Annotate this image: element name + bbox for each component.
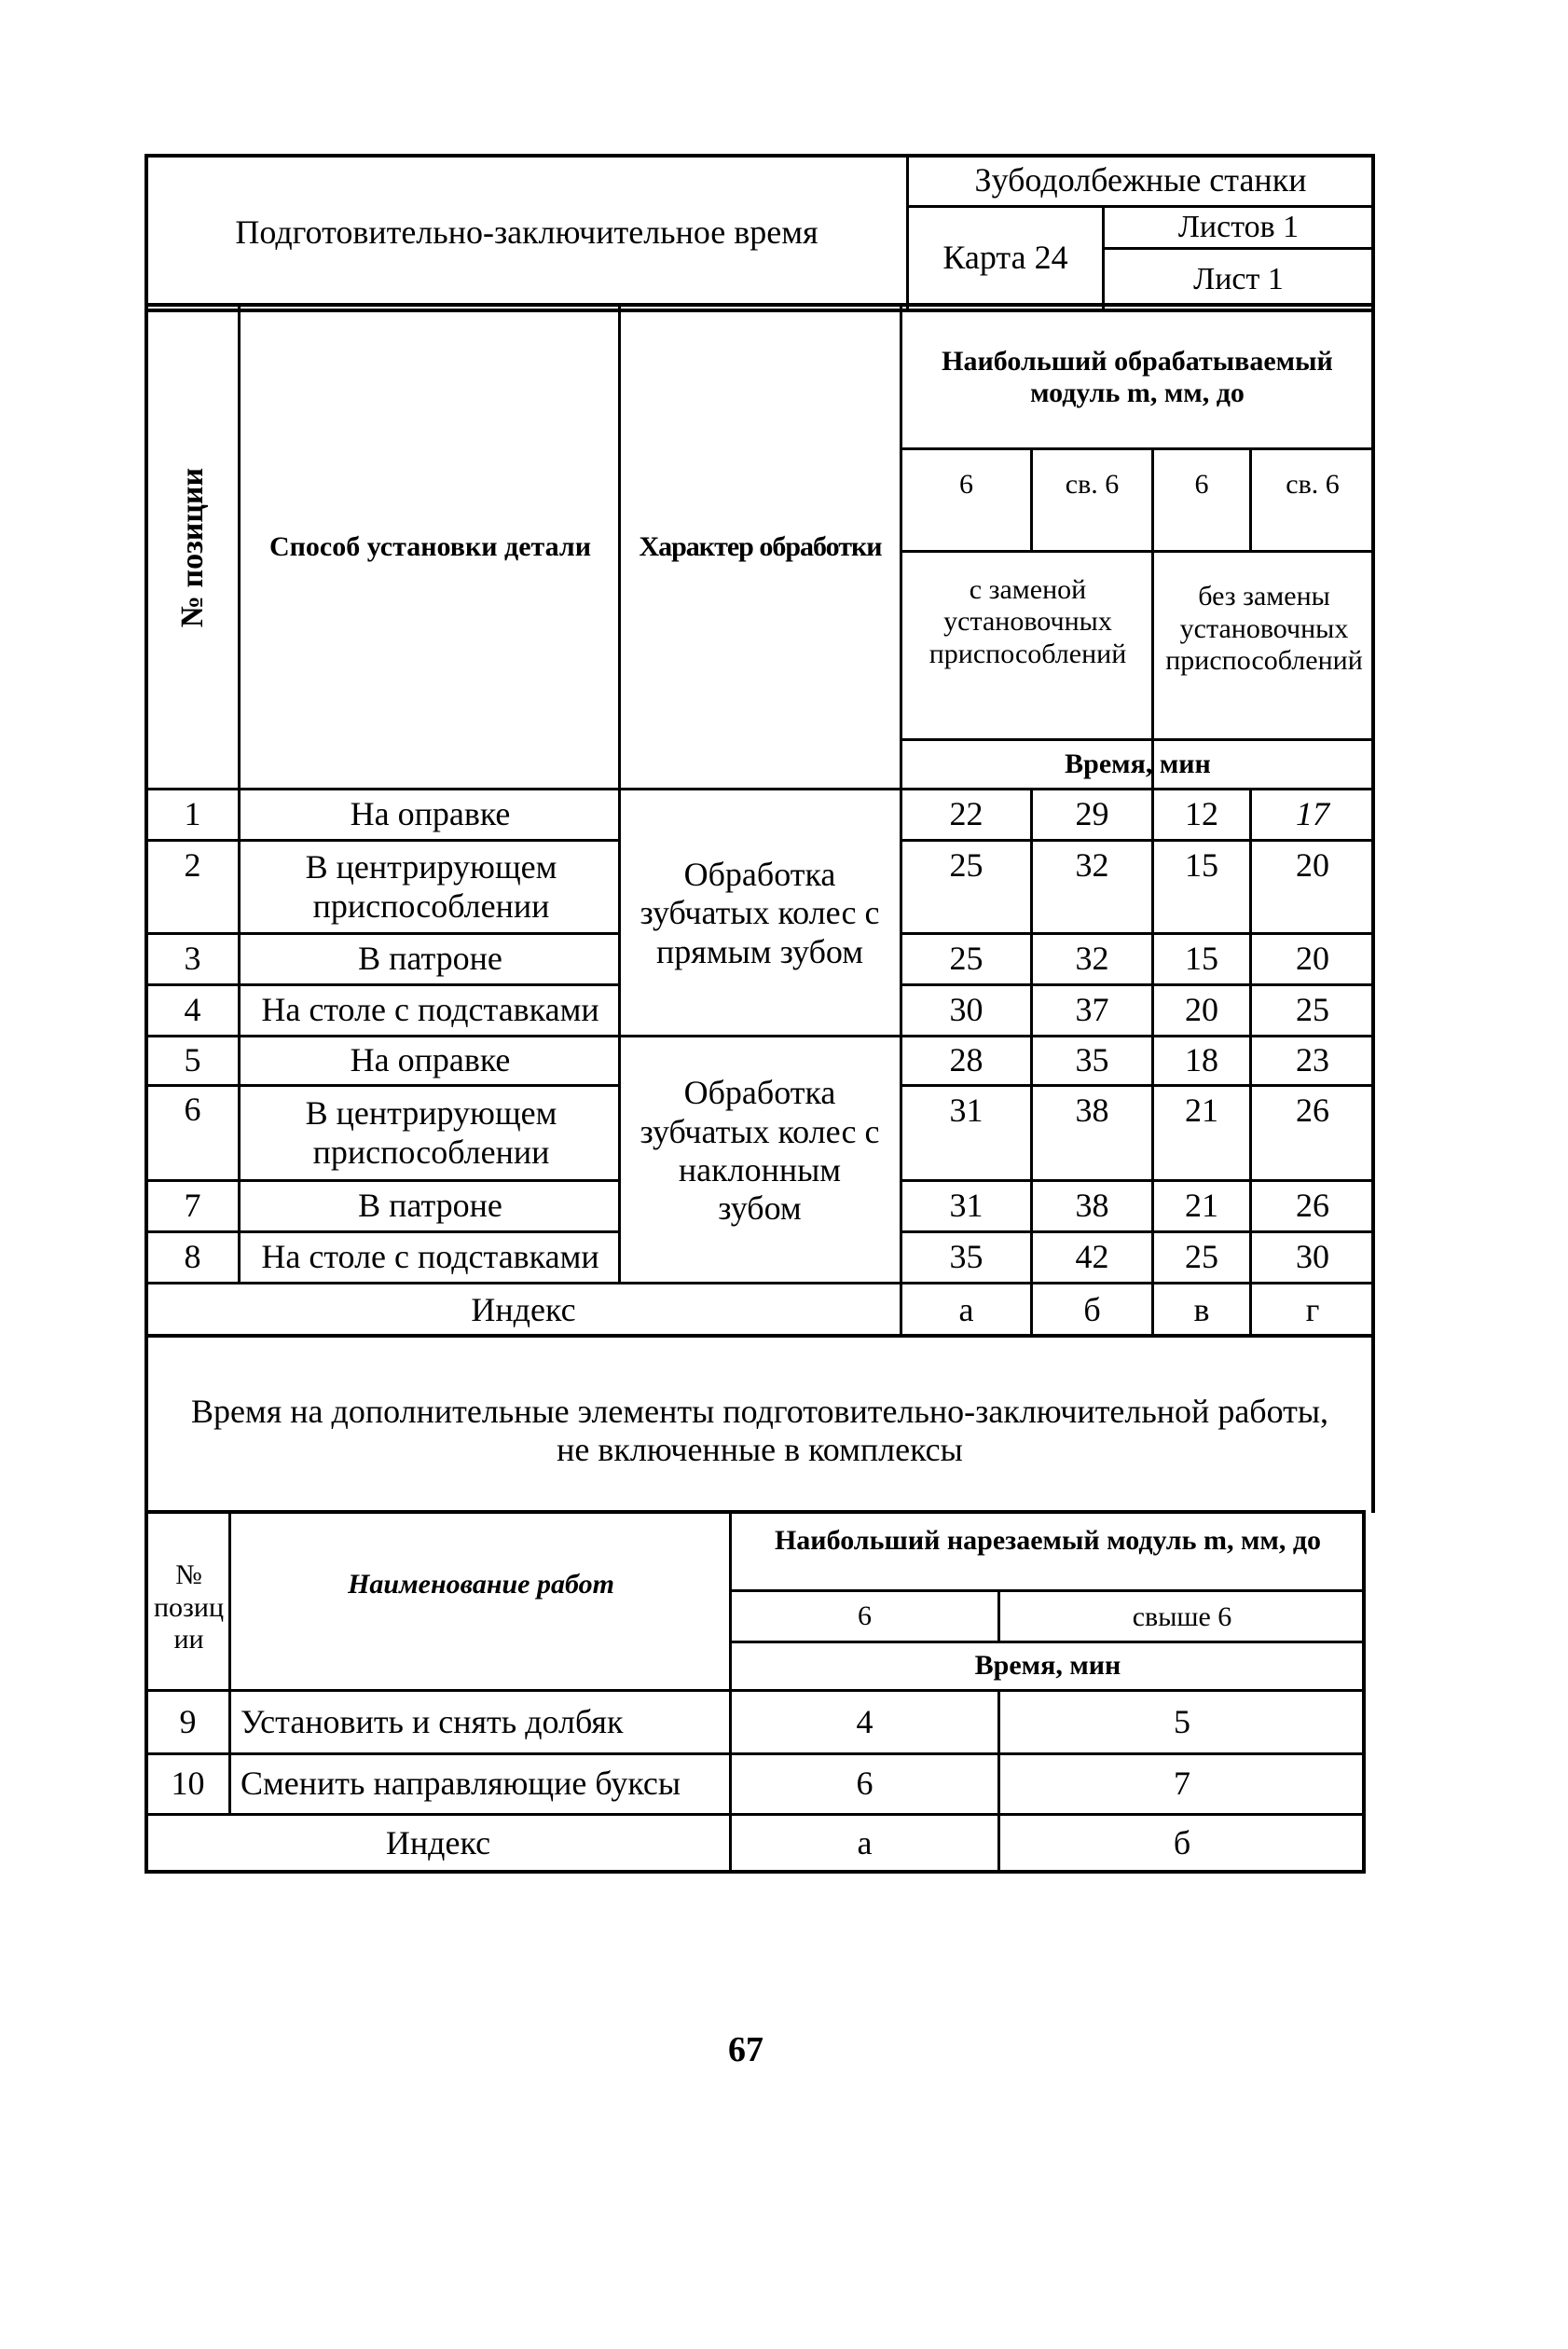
- table2-col-name: Наименование работ: [348, 1568, 614, 1600]
- row-number: 4: [184, 991, 201, 1029]
- value-cell: 32: [1075, 846, 1109, 885]
- sheets-total: Листов 1: [1105, 208, 1372, 250]
- table2-value: 7: [1174, 1765, 1190, 1803]
- value-cell: 15: [1185, 940, 1218, 978]
- method-cell: На столе с подставками: [261, 1238, 599, 1276]
- method-cell: На столе с подставками: [261, 991, 599, 1029]
- sub-col-3: 6: [1194, 469, 1209, 501]
- method-cell: В центрирующем приспособлении: [305, 848, 557, 925]
- page-number: 67: [728, 2030, 763, 2070]
- value-cell: 26: [1296, 1187, 1329, 1225]
- value-cell: 35: [1075, 1041, 1109, 1079]
- value-cell: 28: [949, 1041, 983, 1079]
- value-cell: 18: [1185, 1041, 1218, 1079]
- value-cell: 25: [949, 846, 983, 885]
- value-cell: 35: [949, 1238, 983, 1276]
- table2-col-position: № позиции: [153, 1559, 224, 1655]
- row-number: 3: [184, 940, 201, 978]
- value-cell: 15: [1185, 846, 1218, 885]
- method-cell: В патроне: [358, 940, 502, 978]
- value-cell: 30: [1296, 1238, 1329, 1276]
- table2-row-number: 9: [179, 1702, 197, 1740]
- table1-vline: [238, 303, 241, 1282]
- value-cell: 25: [949, 940, 983, 978]
- header-title: Подготовительно-заключительное время: [235, 213, 818, 252]
- index-value: в: [1193, 1290, 1210, 1328]
- table2-index-value: б: [1173, 1824, 1191, 1862]
- row-number: 2: [184, 846, 201, 885]
- machine-type: Зубодолбежные станки: [909, 157, 1372, 208]
- value-cell: 38: [1075, 1092, 1109, 1130]
- table2-vline: [228, 1510, 231, 1813]
- value-cell: 20: [1296, 846, 1329, 885]
- value-cell: 32: [1075, 940, 1109, 978]
- value-cell: 37: [1075, 991, 1109, 1029]
- sub-col-2: св. 6: [1065, 469, 1120, 501]
- row-number: 6: [184, 1091, 201, 1129]
- value-cell: 38: [1075, 1187, 1109, 1225]
- col-module-header: Наибольший обрабатываемый модуль m, мм, до: [942, 345, 1333, 408]
- table2-sub-col-1: 6: [858, 1600, 872, 1631]
- index-label: Индекс: [471, 1290, 576, 1328]
- row-number: 5: [184, 1041, 201, 1079]
- method-cell: В патроне: [358, 1187, 502, 1225]
- value-cell: 17: [1296, 795, 1329, 833]
- sub-col-4: св. 6: [1286, 469, 1340, 501]
- value-cell: 31: [949, 1187, 983, 1225]
- value-cell: 21: [1185, 1187, 1218, 1225]
- table2-value: 5: [1174, 1702, 1190, 1740]
- row-number: 1: [184, 795, 201, 833]
- value-cell: 29: [1075, 795, 1109, 833]
- index-value: а: [958, 1290, 974, 1328]
- section2-title: Время на дополнительные элементы подготовительно-заключительной работы, не включенные в комплексы: [190, 1392, 1329, 1468]
- method-cell: На оправке: [350, 795, 511, 833]
- value-cell: 42: [1075, 1238, 1109, 1276]
- index-value: г: [1305, 1290, 1320, 1328]
- table2-sub-col-2: свыше 6: [1132, 1601, 1232, 1633]
- value-cell: 25: [1296, 991, 1329, 1029]
- table2-value: 6: [856, 1765, 873, 1803]
- value-cell: 22: [949, 795, 983, 833]
- value-cell: 12: [1185, 795, 1218, 833]
- table2-row-name: Сменить направляющие буксы: [241, 1765, 681, 1803]
- value-cell: 20: [1296, 940, 1329, 978]
- col-method-header: Способ установки детали: [268, 531, 592, 563]
- value-cell: 21: [1185, 1092, 1218, 1130]
- table2-index-label: Индекс: [385, 1824, 491, 1862]
- table2-row-name: Установить и снять долбяк: [241, 1702, 624, 1740]
- method-cell: На оправке: [350, 1041, 511, 1079]
- value-cell: 23: [1296, 1041, 1329, 1079]
- row-number: 7: [184, 1187, 201, 1225]
- value-cell: 30: [949, 991, 983, 1029]
- table2-index-value: а: [857, 1824, 873, 1862]
- sub-col-1: 6: [959, 469, 973, 501]
- table2-time-label: Время, мин: [974, 1650, 1121, 1682]
- value-cell: 25: [1185, 1238, 1218, 1276]
- group-without-replacement: без замены установочных приспособлений: [1165, 581, 1363, 677]
- card-number: Карта 24: [909, 208, 1105, 309]
- value-cell: 26: [1296, 1092, 1329, 1130]
- table2-value: 4: [856, 1702, 873, 1740]
- table1-hline: [900, 550, 1375, 553]
- group-with-replacement: с заменой установочных приспособлений: [928, 573, 1127, 669]
- col-character-header: Характер обработки: [639, 531, 882, 563]
- method-cell: В центрирующем приспособлении: [305, 1094, 557, 1171]
- value-cell: 20: [1185, 991, 1218, 1029]
- character-cell: Обработка зубчатых колес с прямым зубом: [640, 855, 880, 970]
- table2-col-module: Наибольший нарезаемый модуль m, мм, до: [774, 1524, 1322, 1556]
- time-label: Время, мин: [1065, 748, 1211, 779]
- sheet-number: Лист 1: [1193, 261, 1284, 296]
- index-value: б: [1083, 1290, 1101, 1328]
- value-cell: 31: [949, 1092, 983, 1130]
- col-position-header: № позиции: [174, 467, 210, 628]
- table2-row-number: 10: [171, 1765, 205, 1803]
- row-number: 8: [184, 1238, 201, 1276]
- character-cell: Обработка зубчатых колес с наклонным зубом: [640, 1074, 880, 1228]
